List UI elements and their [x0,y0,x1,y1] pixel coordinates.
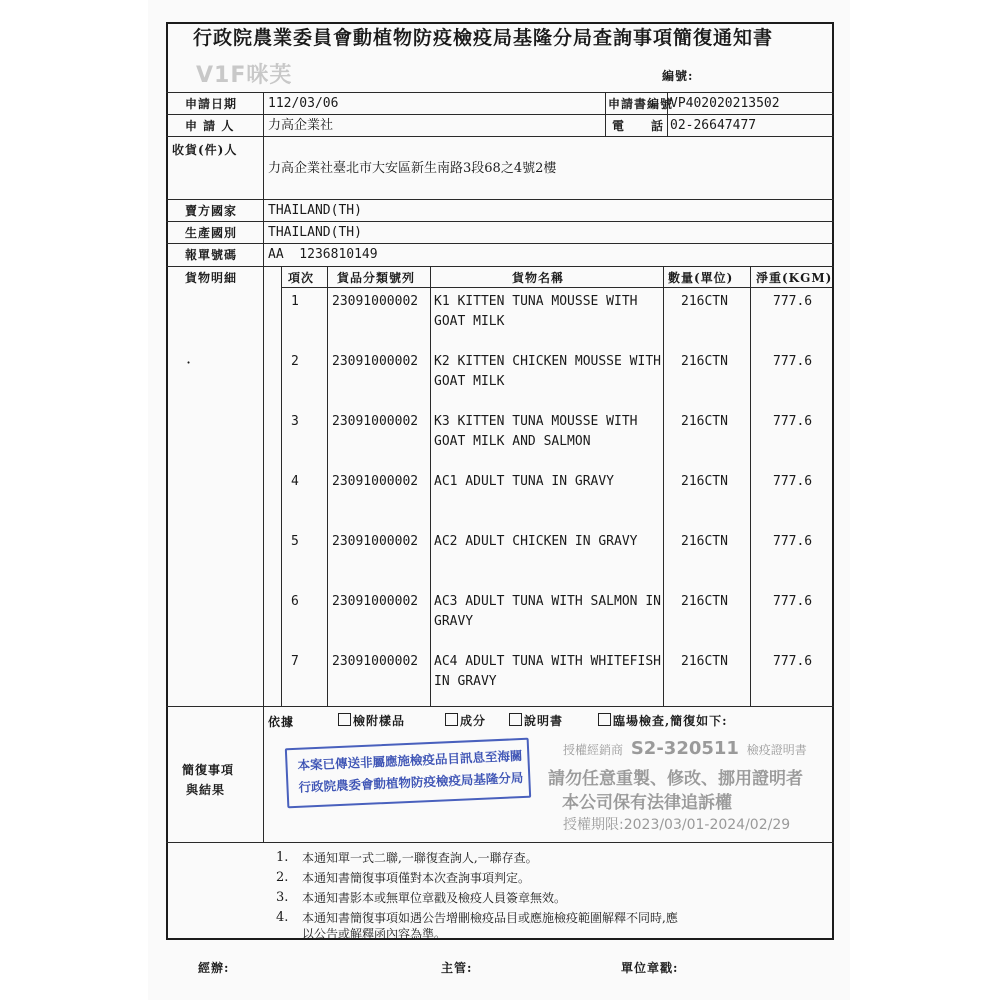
column-header-net-weight: 淨重(KGM) [756,271,833,285]
unit-seal-label: 單位章戳: [621,961,679,975]
phone-value: 02-26647477 [670,118,757,133]
item-hs-code: 23091000002 [332,654,419,669]
row-line [166,266,834,267]
row-line [166,114,834,115]
item-name: K3 KITTEN TUNA MOUSSE WITH GOAT MILK AND SALMON [434,414,638,449]
item-quantity: 216CTN [681,594,728,609]
item-hs-code: 23091000002 [332,354,419,369]
seller-country-label: 賣方國家 [185,204,238,218]
item-hs-code: 23091000002 [332,474,419,489]
checkbox-box [338,713,351,726]
item-name: AC2 ADULT CHICKEN IN GRAVY [434,534,638,549]
table-column-line [430,266,431,706]
stamp-line-2: 行政院農委會動植物防疫檢疫局基隆分局 [298,769,524,795]
checkbox-onsite-inspection[interactable]: 臨場檢查,簡復如下: [598,713,728,730]
authorization-period: 授權期限:2023/03/01-2024/02/29 [563,817,791,833]
result-section-label-2: 與結果 [186,783,226,797]
item-no: 4 [291,474,299,489]
checkbox-box [598,713,611,726]
row-line [166,706,834,707]
note-number: 3. [276,890,289,905]
authorization-line-3: 本公司保有法律追訴權 [562,793,732,813]
note-number: 1. [276,850,289,865]
item-net-weight: 777.6 [773,654,813,669]
origin-country-label: 生產國別 [185,226,238,240]
item-net-weight: 777.6 [773,474,813,489]
checkbox-ingredients[interactable]: 成分 [445,713,486,730]
item-net-weight: 777.6 [773,294,813,309]
item-hs-code: 23091000002 [332,414,419,429]
item-no: 3 [291,414,299,429]
note-text: 本通知書簡復事項如遇公告增刪檢疫品目或應施檢疫範圍解釋不同時,應 [302,911,678,925]
stamp-line-1: 本案已傳送非屬應施檢疫品目訊息至海關 [297,748,523,773]
item-name: K2 KITTEN CHICKEN MOUSSE WITH GOAT MILK [434,354,661,389]
item-hs-code: 23091000002 [332,594,419,609]
consignee-value: 力高企業社臺北市大安區新生南路3段68之4號2樓 [268,161,557,176]
item-net-weight: 777.6 [773,414,813,429]
column-line [605,92,606,136]
note-text: 本通知單一式二聯,一聯復查詢人,一聯存查。 [302,851,538,865]
note-number: 4. [276,910,289,925]
item-name: AC4 ADULT TUNA WITH WHITEFISH IN GRAVY [434,654,661,689]
item-quantity: 216CTN [681,654,728,669]
origin-country-value: THAILAND(TH) [268,225,362,240]
item-name: AC3 ADULT TUNA WITH SALMON IN GRAVY [434,594,661,629]
document-number-label: 編號: [662,69,694,83]
item-net-weight: 777.6 [773,354,813,369]
result-section-label: 簡復事項 [182,763,235,777]
applicant-value: 力高企業社 [268,118,334,133]
label-column-line [263,706,264,842]
item-name: AC1 ADULT TUNA IN GRAVY [434,474,615,489]
checkbox-sample[interactable]: 檢附樣品 [338,713,405,730]
table-column-line [281,266,282,706]
checkbox-box [509,713,522,726]
form-number-label: 申請書編號 [608,97,674,111]
column-header-goods-name: 貨物名稱 [512,271,565,285]
row-line [166,199,834,200]
declaration-number-label: 報單號碼 [185,248,238,262]
declaration-number-value: AA 1236810149 [268,247,378,262]
column-header-hs-code: 貨品分類號列 [337,271,416,285]
checkbox-manual[interactable]: 說明書 [509,713,563,730]
item-quantity: 216CTN [681,354,728,369]
checkbox-box [445,713,458,726]
form-number-value: VP402020213502 [670,96,780,111]
apply-date-value: 112/03/06 [268,96,339,111]
column-header-quantity: 數量(單位) [668,271,734,285]
basis-label: 依據 [268,715,295,729]
consignee-label: 收貨(件)人 [172,143,238,157]
item-no: 1 [291,294,299,309]
row-line [166,221,834,222]
table-column-line [327,266,328,706]
row-line [166,243,834,244]
note-text: 以公告或解釋函內容為準。 [302,927,447,941]
supervisor-label: 主管: [441,961,473,975]
authorization-line-2: 請勿任意重製、修改、挪用證明者 [548,769,803,789]
note-text: 本通知書影本或無單位章戳及檢疫人員簽章無效。 [302,891,567,905]
row-line [166,136,834,137]
blue-stamp [285,738,531,809]
item-quantity: 216CTN [681,534,728,549]
row-line [166,842,834,843]
note-number: 2. [276,870,289,885]
table-column-line [663,266,664,706]
label-column-line [263,92,264,706]
table-column-line [750,266,751,706]
note-text: 本通知書簡復事項僅對本次查詢事項判定。 [302,871,531,885]
item-net-weight: 777.6 [773,534,813,549]
handler-label: 經辦: [198,961,230,975]
authorization-line-1: 授權經銷商 S2-320511 檢疫證明書 [563,738,807,759]
item-no: 2 [291,354,299,369]
document-title: 行政院農業委員會動植物防疫檢疫局基隆分局查詢事項簡復通知書 [193,27,774,49]
item-name: K1 KITTEN TUNA MOUSSE WITH GOAT MILK [434,294,638,329]
applicant-label: 申 請 人 [185,119,235,133]
dot-mark: · [186,353,192,372]
item-net-weight: 777.6 [773,594,813,609]
item-no: 5 [291,534,299,549]
row-line [166,92,834,93]
item-no: 7 [291,654,299,669]
item-quantity: 216CTN [681,414,728,429]
column-header-item-no: 項次 [288,271,315,285]
item-no: 6 [291,594,299,609]
item-quantity: 216CTN [681,294,728,309]
apply-date-label: 申請日期 [185,97,238,111]
item-hs-code: 23091000002 [332,534,419,549]
item-hs-code: 23091000002 [332,294,419,309]
brand-watermark: V1F咪芙 [196,63,293,88]
phone-label: 電 話 [612,119,665,133]
item-quantity: 216CTN [681,474,728,489]
goods-detail-label: 貨物明細 [185,271,238,285]
seller-country-value: THAILAND(TH) [268,203,362,218]
